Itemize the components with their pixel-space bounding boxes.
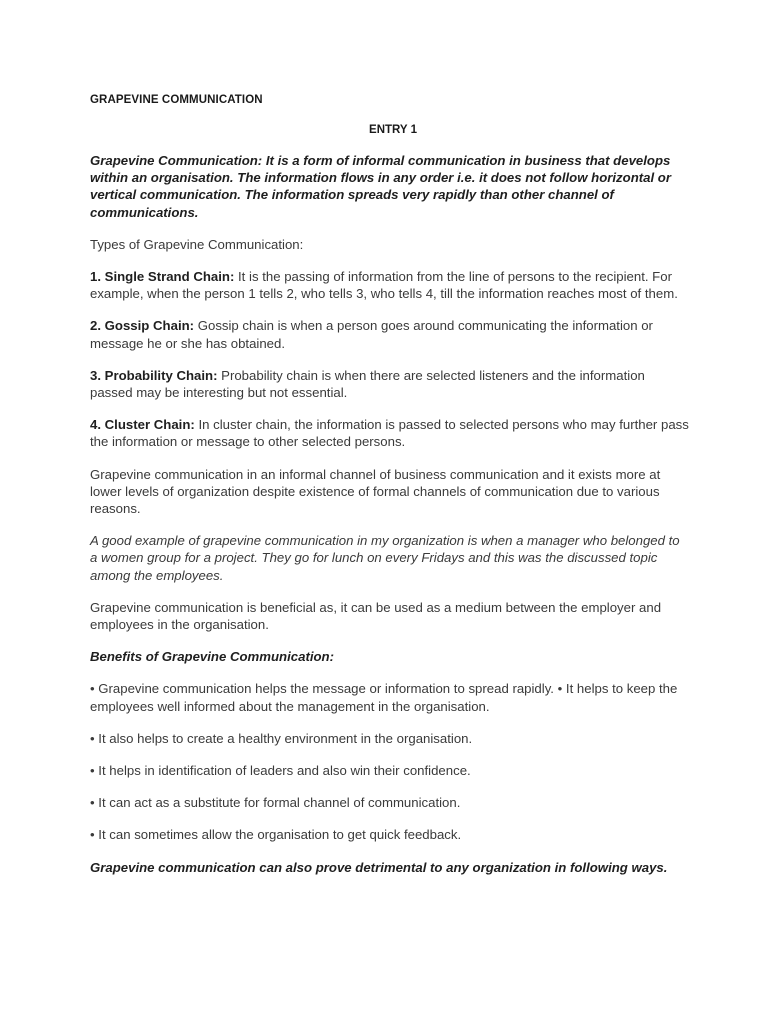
benefit-item: • It can act as a substitute for formal channel of communication. [90,795,461,811]
type-item-cluster [90,416,690,450]
benefit-item: • It also helps to create a healthy environment in the organisation. [90,730,473,746]
type-text: Gossip chain is when a person goes around communicating the information or message he or she has obtained. [90,318,653,351]
example-paragraph: A good example of grapevine communication in my organization is when a manager who belonged to a women group for a project. They go for lunch on every Fridays and this was the discussed topic among the employees. [90,533,680,583]
type-text: Probability chain is when there are selected listeners and the information passed may be interesting but not essential. [90,367,645,401]
type-item-gossip [90,317,690,351]
intro-paragraph: Grapevine Communication: It is a form of informal communication in business that develops within an organisation. The information flows in any order i.e. it does not follow horizontal or vertical communication. The information spreads very rapidly than other channel of communications. [90,153,671,220]
document-title: GRAPEVINE COMMUNICATION [90,94,263,106]
benefit-item: • It helps in identification of leaders and also win their confidence. [90,763,471,779]
type-term: 4. Cluster Chain: [90,417,195,433]
beneficial-paragraph: Grapevine communication is beneficial as, it can be used as a medium between the employer and employees in the organisation. [90,599,662,633]
informal-channel-paragraph: Grapevine communication in an informal channel of business communication and it exists more at lower levels of organization despite existence of formal channels of communication due to various reasons. [90,466,661,517]
benefit-item: • Grapevine communication helps the message or information to spread rapidly. • It helps to keep the employees well informed about the management in the organisation. [90,681,678,714]
type-text: In cluster chain, the information is passed to selected persons who may further pass the information or message to other selected persons. [90,417,689,450]
type-text: It is the passing of information from the line of persons to the recipient. For example, when the person 1 tells 2, who tells 3, who tells 4, till the information reaches most of them. [90,269,678,302]
benefit-item: • It can sometimes allow the organisation to get quick feedback. [90,827,462,843]
detrimental-paragraph: Grapevine communication can also prove detrimental to any organization in following ways. [90,859,668,875]
types-heading: Types of Grapevine Communication: [90,236,304,252]
benefits-heading: Benefits of Grapevine Communication: [90,649,335,665]
document-page [90,94,690,891]
type-item-single-strand [90,268,690,302]
type-item-probability [90,367,690,401]
type-term: 1. Single Strand Chain: [90,269,235,285]
type-term: 2. Gossip Chain: [90,318,195,334]
type-term: 3. Probability Chain: [90,367,218,383]
entry-label: ENTRY 1 [369,124,417,136]
